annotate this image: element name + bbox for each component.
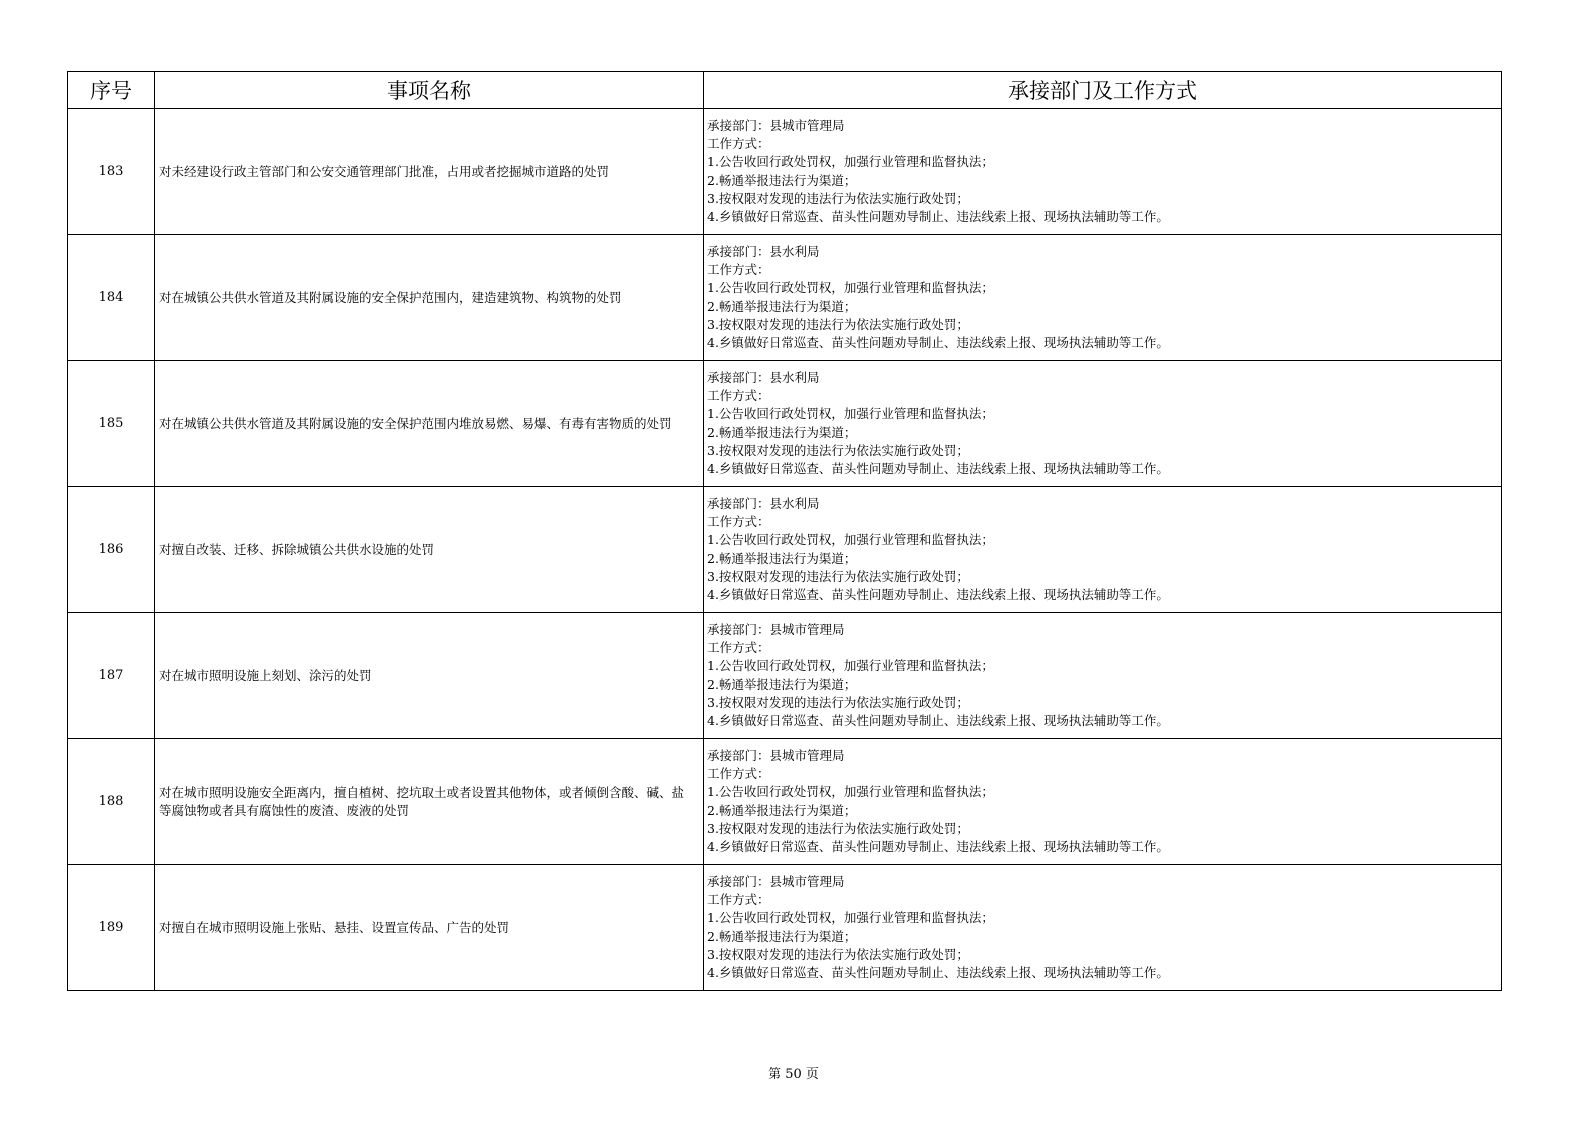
method-step: 1.公告收回行政处罚权，加强行业管理和监督执法； bbox=[707, 406, 994, 422]
row-dept-method bbox=[704, 613, 1502, 739]
method-step: 4.乡镇做好日常巡查、苗头性问题劝导制止、违法线索上报、现场执法辅助等工作。 bbox=[707, 838, 1169, 854]
dept-line: 承接部门：县城市管理局 bbox=[707, 117, 845, 133]
row-dept-method bbox=[704, 361, 1502, 487]
table-body bbox=[68, 109, 1502, 991]
row-item-name: 对在城镇公共供水管道及其附属设施的安全保护范围内堆放易燃、易爆、有毒有害物质的处罚 bbox=[155, 361, 704, 487]
method-step: 4.乡镇做好日常巡查、苗头性问题劝导制止、违法线索上报、现场执法辅助等工作。 bbox=[707, 586, 1169, 602]
method-step: 4.乡镇做好日常巡查、苗头性问题劝导制止、违法线索上报、现场执法辅助等工作。 bbox=[707, 334, 1169, 350]
row-dept-method bbox=[704, 109, 1502, 235]
row-seq: 184 bbox=[68, 235, 155, 361]
method-step: 1.公告收回行政处罚权，加强行业管理和监督执法； bbox=[707, 910, 994, 926]
method-step: 3.按权限对发现的违法行为依法实施行政处罚； bbox=[707, 694, 969, 710]
method-step: 2.畅通举报违法行为渠道； bbox=[707, 550, 857, 566]
method-step: 2.畅通举报违法行为渠道； bbox=[707, 424, 857, 440]
method-step: 1.公告收回行政处罚权，加强行业管理和监督执法； bbox=[707, 784, 994, 800]
method-step: 3.按权限对发现的违法行为依法实施行政处罚； bbox=[707, 568, 969, 584]
method-step: 4.乡镇做好日常巡查、苗头性问题劝导制止、违法线索上报、现场执法辅助等工作。 bbox=[707, 964, 1169, 980]
dept-line: 承接部门：县水利局 bbox=[707, 243, 820, 259]
row-dept-method bbox=[704, 235, 1502, 361]
row-dept-method bbox=[704, 739, 1502, 865]
table-header-row bbox=[68, 72, 1502, 109]
method-step: 2.畅通举报违法行为渠道； bbox=[707, 802, 857, 818]
row-dept-method bbox=[704, 487, 1502, 613]
method-heading: 工作方式： bbox=[707, 262, 770, 278]
dept-line: 承接部门：县水利局 bbox=[707, 369, 820, 385]
method-step: 4.乡镇做好日常巡查、苗头性问题劝导制止、违法线索上报、现场执法辅助等工作。 bbox=[707, 460, 1169, 476]
table-row bbox=[68, 487, 1502, 613]
method-heading: 工作方式： bbox=[707, 640, 770, 656]
table-row bbox=[68, 235, 1502, 361]
method-heading: 工作方式： bbox=[707, 766, 770, 782]
row-dept-method bbox=[704, 865, 1502, 991]
method-heading: 工作方式： bbox=[707, 136, 770, 152]
dept-line: 承接部门：县城市管理局 bbox=[707, 747, 845, 763]
row-seq: 183 bbox=[68, 109, 155, 235]
method-step: 2.畅通举报违法行为渠道； bbox=[707, 928, 857, 944]
header-seq: 序号 bbox=[68, 72, 155, 109]
method-step: 3.按权限对发现的违法行为依法实施行政处罚； bbox=[707, 442, 969, 458]
method-step: 2.畅通举报违法行为渠道； bbox=[707, 298, 857, 314]
method-step: 4.乡镇做好日常巡查、苗头性问题劝导制止、违法线索上报、现场执法辅助等工作。 bbox=[707, 712, 1169, 728]
method-heading: 工作方式： bbox=[707, 388, 770, 404]
row-seq: 187 bbox=[68, 613, 155, 739]
row-seq: 185 bbox=[68, 361, 155, 487]
table-row bbox=[68, 109, 1502, 235]
method-step: 2.畅通举报违法行为渠道； bbox=[707, 172, 857, 188]
dept-line: 承接部门：县水利局 bbox=[707, 495, 820, 511]
method-step: 3.按权限对发现的违法行为依法实施行政处罚； bbox=[707, 946, 969, 962]
method-step: 1.公告收回行政处罚权，加强行业管理和监督执法； bbox=[707, 280, 994, 296]
header-dept: 承接部门及工作方式 bbox=[704, 72, 1502, 109]
page-number: 第 50 页 bbox=[768, 1067, 819, 1082]
method-step: 3.按权限对发现的违法行为依法实施行政处罚； bbox=[707, 316, 969, 332]
row-seq: 189 bbox=[68, 865, 155, 991]
table-row bbox=[68, 361, 1502, 487]
method-heading: 工作方式： bbox=[707, 514, 770, 530]
method-step: 4.乡镇做好日常巡查、苗头性问题劝导制止、违法线索上报、现场执法辅助等工作。 bbox=[707, 208, 1169, 224]
row-item-name: 对在城市照明设施安全距离内，擅自植树、挖坑取土或者设置其他物体，或者倾倒含酸、碱、盐等腐蚀物或者具有腐蚀性的废渣、废液的处罚 bbox=[155, 739, 704, 865]
row-item-name: 对未经建设行政主管部门和公安交通管理部门批准，占用或者挖掘城市道路的处罚 bbox=[155, 109, 704, 235]
row-seq: 186 bbox=[68, 487, 155, 613]
method-step: 3.按权限对发现的违法行为依法实施行政处罚； bbox=[707, 820, 969, 836]
method-step: 1.公告收回行政处罚权，加强行业管理和监督执法； bbox=[707, 154, 994, 170]
row-item-name: 对在城镇公共供水管道及其附属设施的安全保护范围内，建造建筑物、构筑物的处罚 bbox=[155, 235, 704, 361]
items-table bbox=[67, 71, 1502, 991]
dept-line: 承接部门：县城市管理局 bbox=[707, 873, 845, 889]
row-seq: 188 bbox=[68, 739, 155, 865]
table-row bbox=[68, 865, 1502, 991]
method-step: 1.公告收回行政处罚权，加强行业管理和监督执法； bbox=[707, 532, 994, 548]
method-step: 2.畅通举报违法行为渠道； bbox=[707, 676, 857, 692]
row-item-name: 对在城市照明设施上刻划、涂污的处罚 bbox=[155, 613, 704, 739]
table-row bbox=[68, 613, 1502, 739]
row-item-name: 对擅自改装、迁移、拆除城镇公共供水设施的处罚 bbox=[155, 487, 704, 613]
method-heading: 工作方式： bbox=[707, 892, 770, 908]
header-name: 事项名称 bbox=[155, 72, 704, 109]
method-step: 3.按权限对发现的违法行为依法实施行政处罚； bbox=[707, 190, 969, 206]
table-row bbox=[68, 739, 1502, 865]
row-item-name: 对擅自在城市照明设施上张贴、悬挂、设置宣传品、广告的处罚 bbox=[155, 865, 704, 991]
method-step: 1.公告收回行政处罚权，加强行业管理和监督执法； bbox=[707, 658, 994, 674]
dept-line: 承接部门：县城市管理局 bbox=[707, 621, 845, 637]
